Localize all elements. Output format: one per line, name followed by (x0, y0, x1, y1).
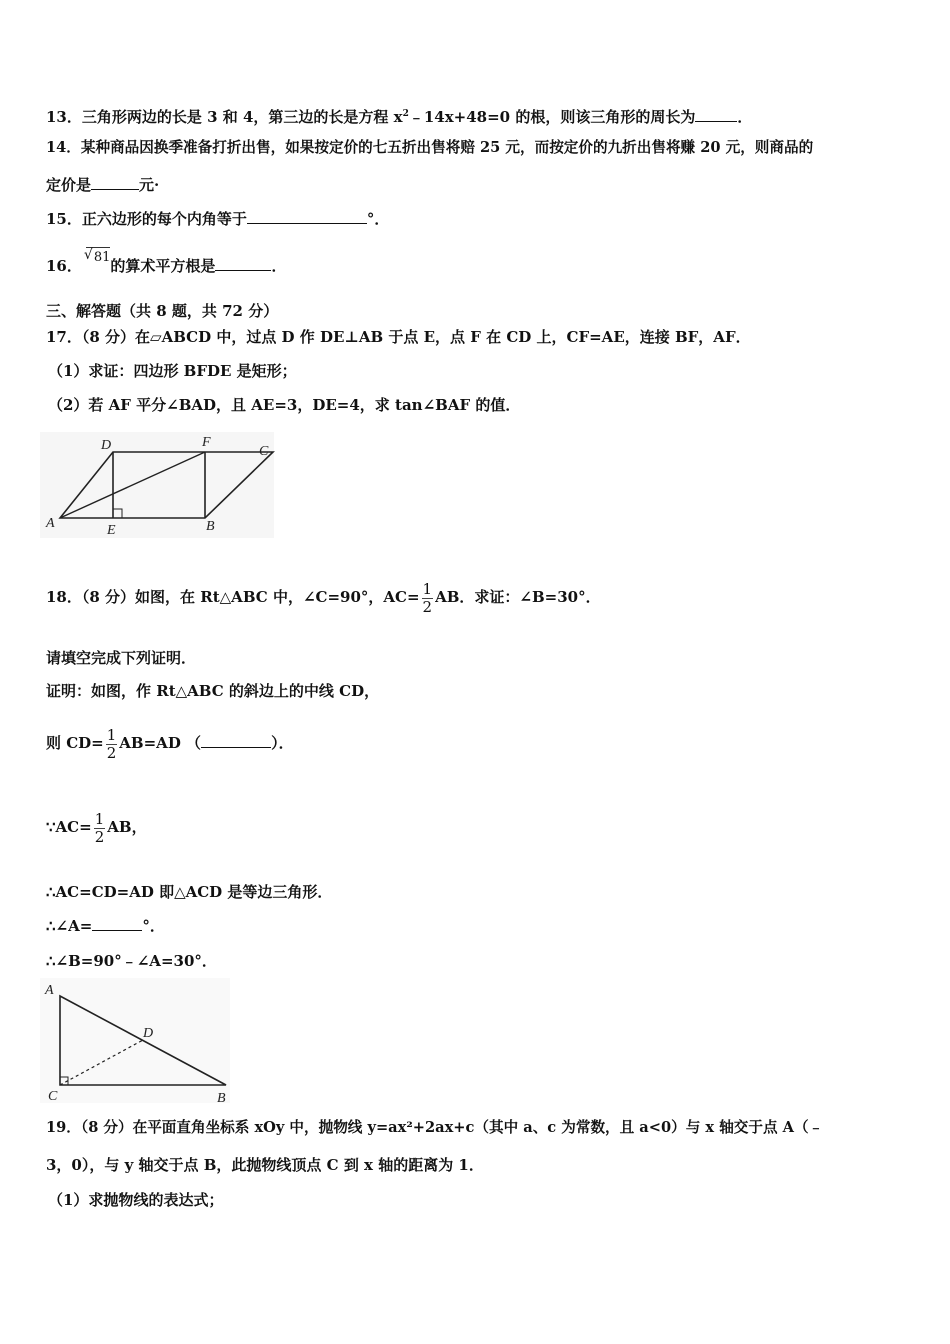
q14-text-a: 定价是 (46, 176, 92, 194)
question-19-line2: 3，0），与 y 轴交于点 B，此抛物线顶点 C 到 x 轴的距离为 1． (46, 1156, 484, 1174)
question-14-line1: 14．某种商品因换季准备打折出售，如果按定价的七五折出售将赔 25 元，而按定价的九折出售将赚 20 元，则商品的 (46, 139, 814, 156)
q18-angle-blank[interactable] (92, 916, 142, 931)
q13-text-a: 13．三角形两边的长是 3 和 4，第三边的长是方程 x (46, 108, 403, 126)
q18-fraction-half (422, 581, 434, 616)
q17-parallelogram-figure (40, 432, 280, 542)
q18-stem-b: AB．求证：∠B=30°． (435, 588, 601, 606)
q13-text-b: ﹣14x+48=0 的根，则该三角形的周长为 (408, 108, 696, 126)
q18-proof2-c: ）． (271, 734, 294, 752)
q14-text-b: 元· (139, 176, 160, 194)
question-19-part1: （1）求抛物线的表达式； (48, 1191, 224, 1209)
q13-text-c: ． (737, 108, 753, 126)
q18-proof-line1: 证明：如图，作 Rt△ABC 的斜边上的中线 CD， (46, 682, 380, 700)
q16-answer-blank[interactable] (215, 256, 271, 271)
q18-proof2-fraction (106, 727, 118, 762)
label-b: B (217, 1091, 226, 1106)
q16-text-a: 16． (46, 257, 82, 275)
frac-den: 2 (94, 827, 105, 846)
q15-answer-blank[interactable] (247, 209, 367, 224)
q16-sqrt-81: √ 81 (86, 247, 111, 268)
frac-den: 2 (422, 597, 433, 616)
q15-text-a: 15．正六边形的每个内角等于 (46, 210, 247, 228)
q18-reason-blank[interactable] (201, 733, 271, 748)
q18-instruction: 请填空完成下列证明． (46, 649, 197, 667)
label-d: D (143, 1026, 154, 1041)
frac-den: 2 (106, 743, 117, 762)
question-17-part2: （2）若 AF 平分∠BAD，且 AE=3，DE=4，求 tan∠BAF 的值． (48, 396, 521, 414)
q18-triangle-figure (40, 978, 235, 1106)
q18-proof-line3 (46, 802, 147, 852)
q18-proof3-fraction (94, 811, 106, 846)
q13-answer-blank[interactable] (695, 107, 737, 122)
frac-num: 1 (106, 725, 117, 744)
label-c: C (259, 444, 269, 459)
frac-num: 1 (422, 579, 433, 598)
q18-proof2-a: 则 CD= (46, 734, 104, 752)
question-17-part1: （1）求证：四边形 BFDE 是矩形； (48, 362, 297, 380)
question-13 (46, 104, 752, 127)
q16-text-b: 的算术平方根是 (110, 257, 216, 275)
question-15 (46, 209, 389, 229)
label-d: D (101, 438, 112, 453)
q18-proof3-b: AB， (107, 818, 147, 836)
q18-proof3-a: ∵AC= (46, 818, 92, 836)
label-f: F (202, 435, 211, 450)
question-18-stem (46, 572, 601, 622)
q18-proof-line2 (46, 718, 294, 768)
question-14-line2 (46, 175, 159, 195)
question-19-line1: 19．（8 分）在平面直角坐标系 xOy 中，抛物线 y=ax²+2ax+c（其中 a、c 为常数，且 a<0）与 x 轴交于点 A（﹣ (46, 1119, 824, 1136)
q16-text-c: ． (271, 257, 287, 275)
q14-answer-blank[interactable] (91, 175, 139, 190)
label-b: B (206, 519, 215, 534)
q18-stem-a: 18．（8 分）如图，在 Rt△ABC 中，∠C=90°，AC= (46, 588, 420, 606)
label-a: A (45, 983, 54, 998)
question-16 (46, 250, 287, 278)
q18-proof-line4: ∴AC=CD=AD 即△ACD 是等边三角形． (46, 883, 333, 901)
q18-proof-line6: ∴∠B=90°﹣∠A=30°． (46, 952, 217, 970)
label-c: C (48, 1089, 58, 1104)
label-a: A (46, 516, 55, 531)
q18-proof5-a: ∴∠A= (46, 917, 93, 935)
q18-proof-line5 (46, 916, 165, 936)
q18-proof5-b: °． (142, 917, 165, 935)
frac-num: 1 (94, 809, 105, 828)
q13-exponent: 2 (402, 109, 409, 119)
q18-proof2-b: AB=AD （ (119, 734, 202, 752)
section-heading: 三、解答题（共 8 题，共 72 分） (46, 302, 279, 320)
q15-text-b: °． (366, 210, 390, 228)
label-e: E (107, 523, 116, 538)
question-17-stem: 17．（8 分）在▱ABCD 中，过点 D 作 DE⊥AB 于点 E，点 F 在 CD 上，CF=AE，连接 BF，AF． (46, 328, 751, 346)
